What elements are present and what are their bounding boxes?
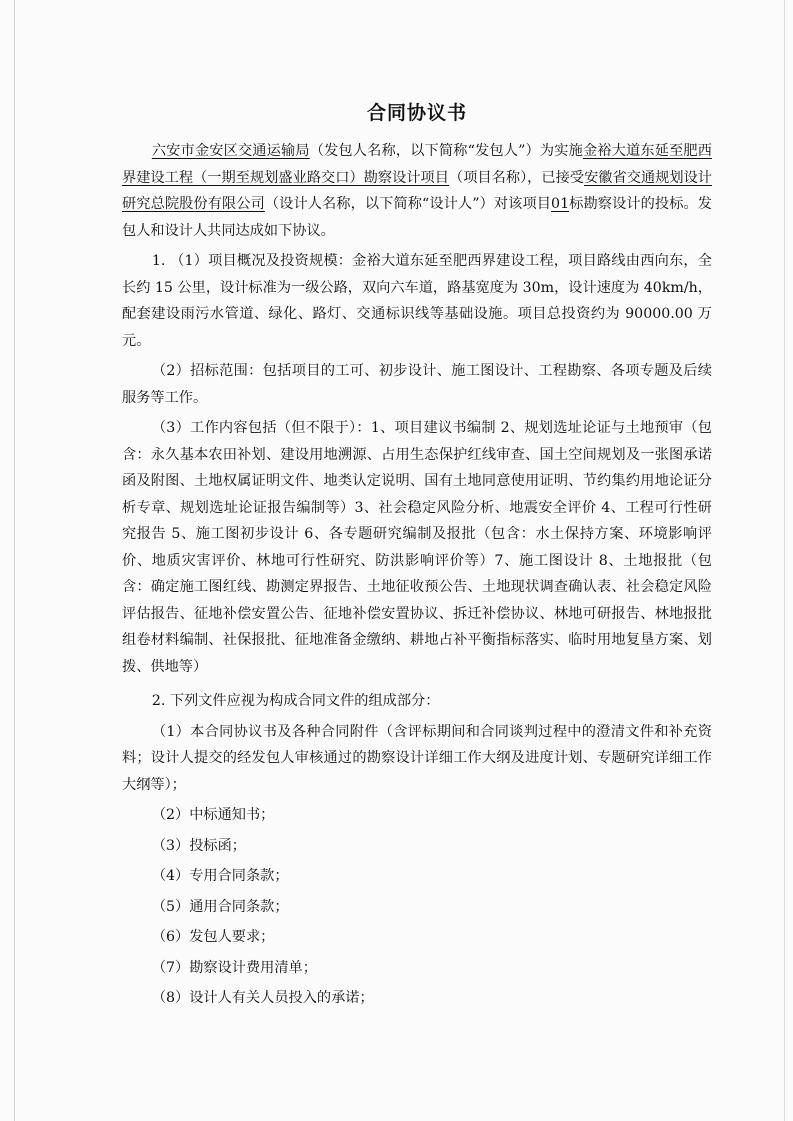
intro-paragraph <box>122 138 712 244</box>
clause-2-item-8: （8）设计人有关人员投入的承诺； <box>151 990 374 1006</box>
section-number: 01 <box>551 196 570 212</box>
project-name: 金裕大道东延至肥西界建设工程（一期至规划盛业路交口）勘察设计项目 <box>122 143 712 186</box>
scan-edge-right <box>784 0 785 1121</box>
clause-2-heading: 2. 下列文件应视为构成合同文件的组成部分： <box>151 693 440 709</box>
clause-1-work-content: （3）工作内容包括（但不限于）：1、项目建议书编制 2、规划选址论证与土地预审（包含：永久基本农田补划、建设用地溯源、占用生态保护红线审查、国土空间规划及一张图承诺函及附图、土地权属证明文件、地类认定说明、国有土地同意使用证明、节约集约用地论证分析专章、规划选址论证报告编制等）3、社会稳定风险分析、地震安全评价 4、工程可行性研究报告 5、施工图初步设计 6、各专题研究编制及报批（包含：水土保持方案、环境影响评价、地质灾害评价、林地可行性研究、防洪影响评价等）7、施工图设计 8、土地报批（包含：确定施工图红线、勘测定界报告、土地征收预公告、土地现状调查确认表、社会稳定风险评估报告、征地补偿安置公告、征地补偿安置协议、拆迁补偿协议、林地可研报告、林地报批组卷材料编制、社保报批、征地准备金缴纳、耕地占补平衡指标落实、临时用地复垦方案、划拨、供地等） <box>122 420 712 675</box>
intro-text-3: （设计人名称，以下简称“设计人”）对该项目 <box>264 196 552 212</box>
clause-1-overview: 1. （1）项目概况及投资规模：金裕大道东延至肥西界建设工程，项目路线由西向东，全长约 15 公里，设计标准为一级公路，双向六车道，路基宽度为 30m，设计速度为 40km/h，配套建设雨污水管道、绿化、路灯、交通标识线等基础设施。项目总投资约为 90000.00 万元。 <box>122 253 712 349</box>
designer-name: 安徽省交通规划设计研究总院股份有限公司 <box>122 169 712 212</box>
clause-2-item-5: （5）通用合同条款； <box>151 898 289 915</box>
document-body <box>122 100 712 1012</box>
clause-2-item-3: （3）投标函； <box>151 837 246 854</box>
clause-2-item-2: （2）中标通知书； <box>151 807 275 823</box>
clause-1-scope: （2）招标范围：包括项目的工可、初步设计、施工图设计、工程勘察、各项专题及后续服务等工作。 <box>122 363 712 406</box>
intro-text-2: （项目名称），已接受 <box>448 169 585 186</box>
clause-2-item-7: （7）勘察设计费用清单； <box>151 959 317 976</box>
employer-name: 六安市金安区交通运输局 <box>151 143 310 159</box>
clause-2-item-1: （1）本合同协议书及各种合同附件（含评标期间和合同谈判过程中的澄清文件和补充资料；设计人提交的经发包人审核通过的勘察设计详细工作大纲及进度计划、专题研究详细工作大纲等）； <box>122 723 712 793</box>
clause-2-item-4: （4）专用合同条款； <box>151 868 289 884</box>
document-title: 合同协议书 <box>366 102 467 124</box>
intro-text-1: （发包人名称，以下简称“发包人”）为实施 <box>309 143 583 159</box>
intro-text-4: 标勘察设计的投标。发包人和设计人共同达成如下协议。 <box>122 196 712 239</box>
scan-edge-left <box>14 0 15 1121</box>
clause-2-item-6: （6）发包人要求； <box>151 929 275 945</box>
